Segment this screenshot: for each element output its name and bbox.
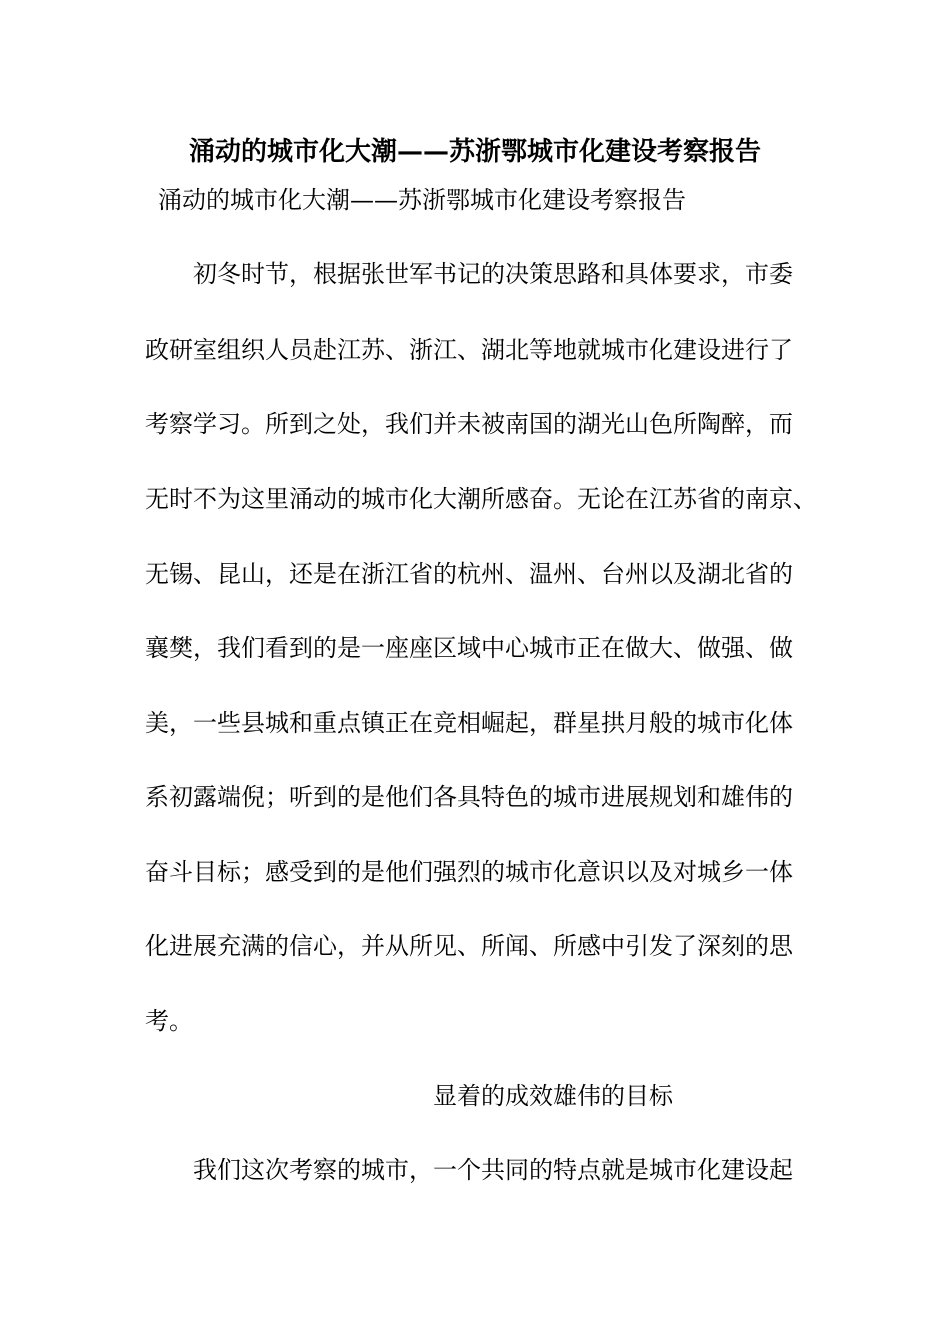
paragraph-line: 无锡、昆山，还是在浙江省的杭州、温州、台州以及湖北省的: [145, 560, 793, 588]
paragraph-line: 政研室组织人员赴江苏、浙江、湖北等地就城市化建设进行了: [145, 336, 793, 364]
paragraph-line: 考察学习。所到之处，我们并未被南国的湖光山色所陶醉，而: [145, 410, 793, 438]
paragraph-line: 考。: [145, 1007, 193, 1035]
document-title: 涌动的城市化大潮——苏浙鄂城市化建设考察报告: [188, 137, 761, 167]
paragraph-line: 我们这次考察的城市，一个共同的特点就是城市化建设起: [193, 1156, 793, 1184]
paragraph-line: 襄樊，我们看到的是一座座区域中心城市正在做大、做强、做: [145, 634, 793, 662]
paragraph-line: 无时不为这里涌动的城市化大潮所感奋。无论在江苏省的南京、: [145, 485, 817, 513]
paragraph-line: 化进展充满的信心，并从所见、所闻、所感中引发了深刻的思: [145, 932, 793, 960]
paragraph-line: 初冬时节，根据张世军书记的决策思路和具体要求，市委: [193, 260, 793, 288]
paragraph-line: 奋斗目标；感受到的是他们强烈的城市化意识以及对城乡一体: [145, 858, 793, 886]
paragraph-line: 系初露端倪；听到的是他们各具特色的城市进展规划和雄伟的: [145, 783, 793, 811]
section-heading: 显着的成效雄伟的目标: [433, 1082, 673, 1110]
paragraph-line: 美，一些县城和重点镇正在竞相崛起，群星拱月般的城市化体: [145, 709, 793, 737]
document-subtitle: 涌动的城市化大潮——苏浙鄂城市化建设考察报告: [158, 186, 686, 214]
